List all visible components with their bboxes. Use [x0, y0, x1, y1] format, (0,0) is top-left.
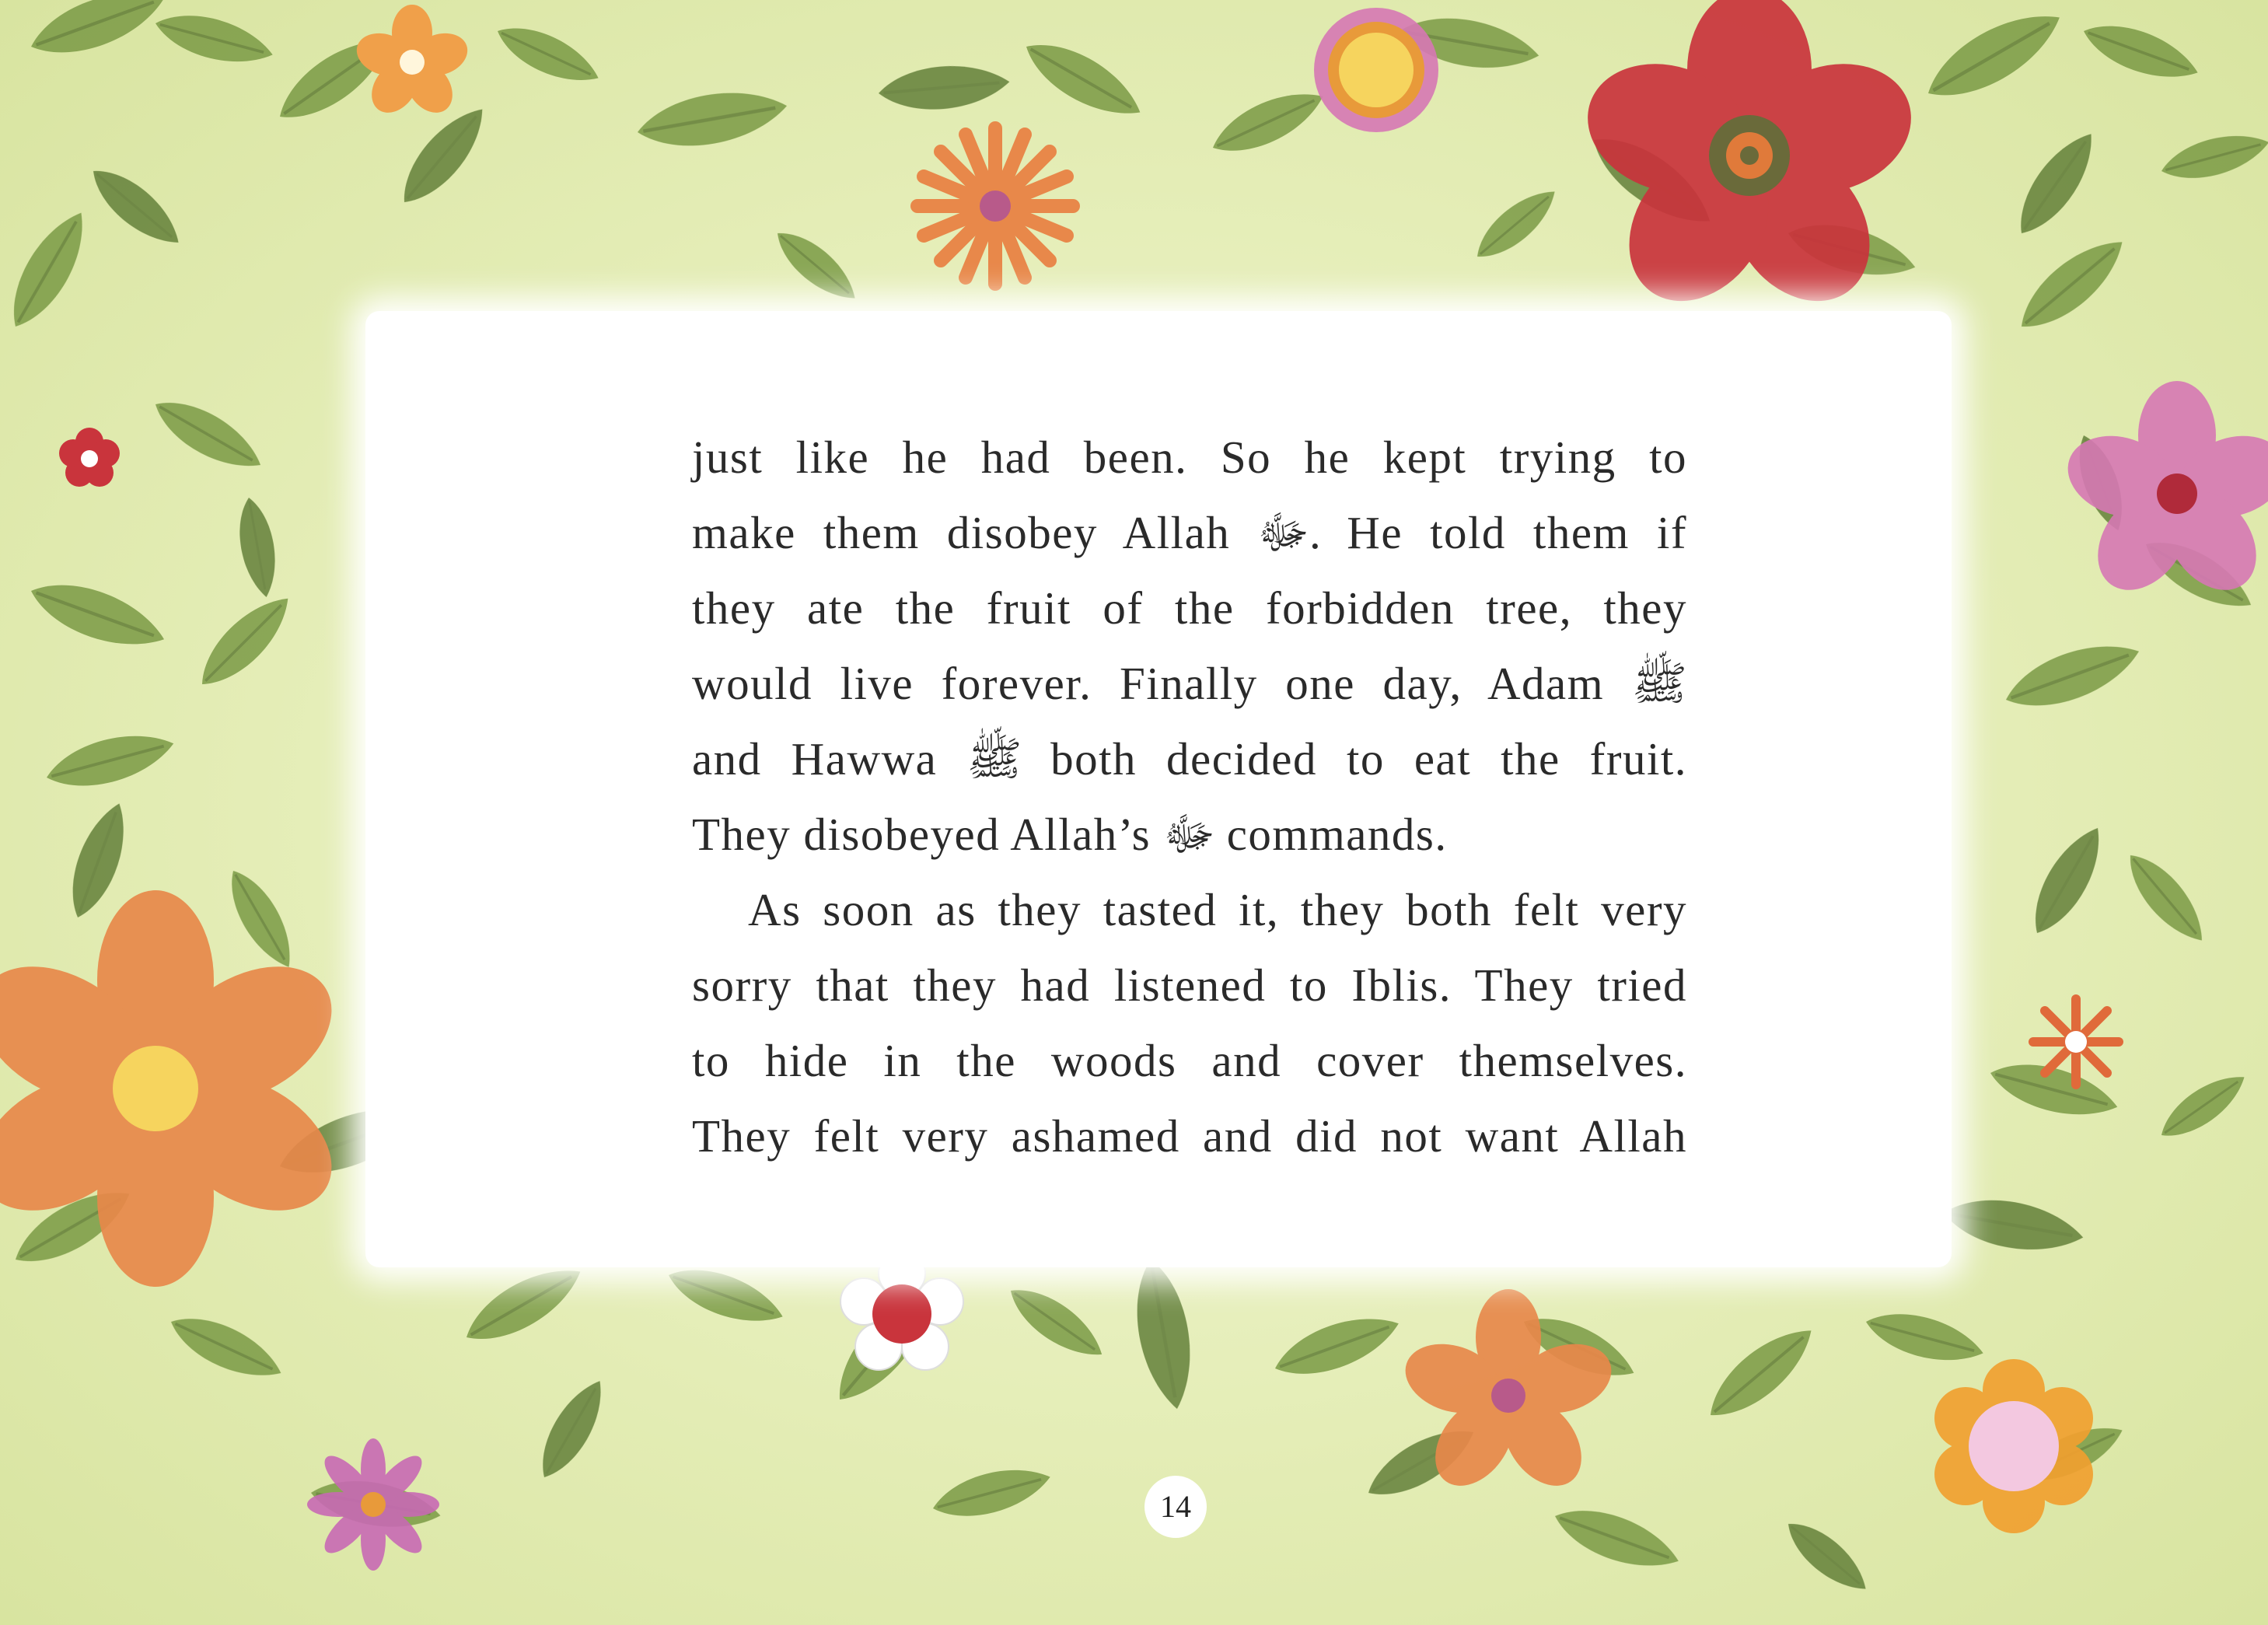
flower-top-pink-yellow: [1314, 8, 1438, 132]
story-text: [692, 420, 1687, 1174]
text-line: and Hawwa ﷺ both decided to eat the fruit.: [692, 733, 1687, 785]
flower-top-red-large: [1571, 0, 1927, 328]
text-line: As soon as they tasted it, they both felt very: [748, 884, 1687, 935]
flower-bottom-white-red: [840, 1250, 963, 1370]
page-number: 14: [1144, 1476, 1207, 1538]
flower-top-left-orange: [351, 5, 474, 121]
text-line: just like he had been. So he kept trying to: [692, 432, 1687, 483]
text-line: They felt very ashamed and did not want Allah: [692, 1110, 1687, 1162]
leaves-right: [1985, 225, 2261, 1148]
flower-left-small-red: [59, 428, 120, 487]
text-line: sorry that they had listened to Iblis. They tried: [692, 959, 1687, 1011]
flower-bottom-right-yellow: [1934, 1359, 2093, 1533]
flower-right-pink: [2057, 381, 2268, 607]
text-line: They disobeyed Allah’s ﷻ commands.: [692, 809, 1448, 860]
flower-bottom-pink-small: [307, 1438, 439, 1571]
text-line: make them disobey Allah ﷻ. He told them if: [692, 507, 1687, 558]
text-line: they ate the fruit of the forbidden tree, they: [692, 582, 1687, 634]
text-line: to hide in the woods and cover themselves.: [692, 1035, 1687, 1086]
flower-top-orange-daisy: [917, 128, 1073, 284]
text-line: would live forever. Finally one day, Adam ﷺ: [692, 658, 1687, 709]
flower-right-orange-daisy: [2033, 999, 2119, 1085]
